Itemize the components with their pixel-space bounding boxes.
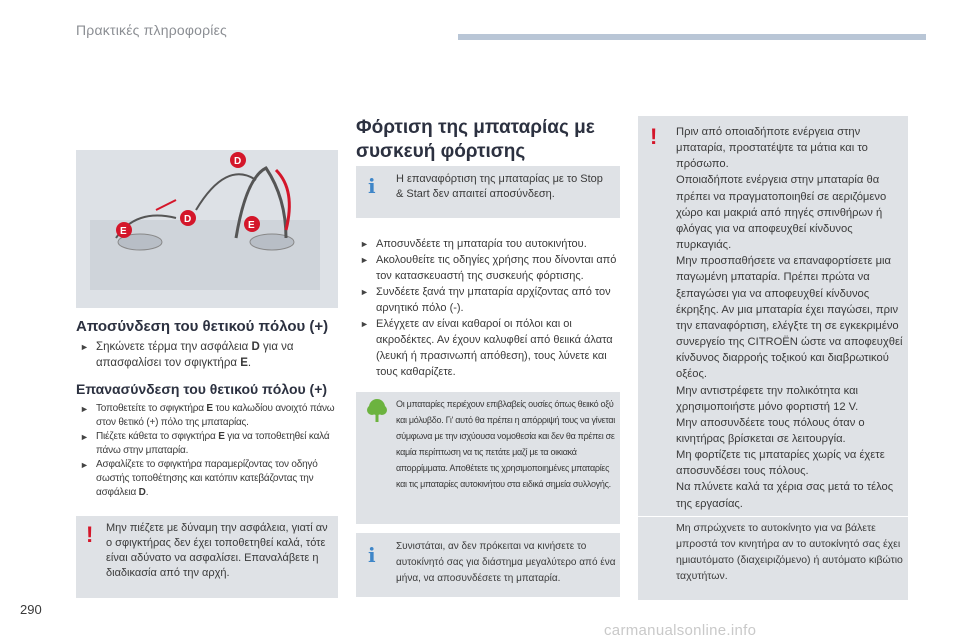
label-e-left: E	[120, 226, 127, 237]
warning-paragraph-gearbox: Μη σπρώχνετε το αυτοκίνητο για να βάλετε μπροστά τον κινητήρα αν το αυτοκίνητό σας έχει ημιαυτόματο (διαχειριζόμενο) ή αυτόματο κιβώτιο ταχυτήτων.	[676, 521, 903, 583]
battery-diagram-svg	[76, 150, 338, 308]
arrow-bullet-icon: ►	[80, 432, 89, 442]
charging-step-3	[360, 284, 628, 316]
charging-step-4	[360, 316, 628, 380]
step-text-end: .	[145, 487, 149, 498]
arrow-bullet-icon: ►	[80, 404, 89, 414]
warning-icon: !	[650, 124, 658, 149]
key-e: E	[240, 357, 248, 369]
key-e: E	[206, 403, 213, 414]
info-box-long-term	[356, 533, 620, 597]
arrow-left	[156, 200, 176, 210]
warning-box-left	[76, 516, 338, 598]
reconnect-steps	[80, 402, 340, 500]
info-bottom-text: Συνιστάται, αν δεν πρόκειται να κινήσετε το αυτοκίνητό σας για διάστημα μεγαλύτερο από ένα μήνα, να αποσυνδέσετε τη μπαταρία.	[396, 541, 616, 584]
warning-paragraph: Μην αποσυνδέετε τους πόλους όταν ο κινητήρας βρίσκεται σε λειτουργία.	[676, 416, 865, 445]
watermark: carmanualsonline.info	[604, 622, 757, 639]
label-e-right: E	[248, 220, 255, 231]
warning-box-right	[638, 116, 908, 600]
label-d-mid: D	[184, 214, 192, 225]
step-text: Ακολουθείτε τις οδηγίες χρήσης που δίνονται από τον κατασκευαστή της συσκευής φόρτισης.	[376, 254, 617, 282]
key-d: D	[138, 487, 146, 498]
charging-heading: Φόρτιση της μπαταρίας με συσκευή φόρτισης	[356, 117, 595, 162]
warning-paragraph: Οποιαδήποτε ενέργεια στην μπαταρία θα πρέπει να πραγματοποιηθεί σε αεριζόμενο χώρο και μακριά από πηγές σπινθήρων ή φλόγας για να αποφευχθεί κίνδυνος πυρκαγιάς.	[676, 174, 887, 252]
arrow-bullet-icon: ►	[360, 287, 369, 297]
charging-step-2	[360, 252, 628, 284]
warning-paragraph: Να πλύνετε καλά τα χέρια σας μετά το τέλος της εργασίας.	[676, 481, 894, 510]
disconnect-step-1	[80, 339, 338, 371]
step-text-end: .	[247, 357, 252, 369]
reconnect-heading: Επανασύνδεση του θετικού πόλου (+)	[76, 381, 328, 397]
arrow-bullet-icon: ►	[360, 239, 369, 249]
warning-left-text: Μην πιέζετε με δύναμη την ασφάλεια, γιατί αν ο σφιγκτήρας δεν έχει τοποθετηθεί καλά, τότε είναι αδύνατο να ασφαλίσει. Επαναλάβετε η διαδικασία από την αρχή.	[106, 522, 328, 579]
disconnect-heading: Αποσύνδεση του θετικού πόλου (+)	[76, 318, 329, 335]
tree-icon	[366, 398, 388, 424]
reconnect-step-1	[80, 402, 340, 430]
warning-paragraph: Μη φορτίζετε τις μπαταρίες χωρίς να έχετε αποσυνδέσει τους πόλους.	[676, 449, 885, 478]
page-number: 290	[20, 602, 42, 617]
step-text: Ασφαλίζετε το σφιγκτήρα παραμερίζοντας τον οδηγό σωστής τοποθέτησης και κατόπιν κατεβάζοντας την ασφάλεια	[96, 459, 318, 498]
eco-box	[356, 392, 620, 524]
step-text: Αποσυνδέετε τη μπαταρία του αυτοκινήτου.	[376, 238, 587, 250]
warning-paragraph: Πριν από οποιαδήποτε ενέργεια στην μπαταρία, προστατέψτε τα μάτια και το πρόσωπο.	[676, 126, 868, 171]
charging-steps	[360, 236, 628, 380]
step-text: για να απασφαλίσει τον σφιγκτήρα	[96, 341, 294, 369]
arrow-bullet-icon: ►	[360, 319, 369, 329]
arrow-bullet-icon: ►	[80, 342, 89, 352]
info-icon: i	[368, 174, 376, 198]
disconnect-steps	[80, 339, 338, 371]
header-rule	[458, 34, 926, 40]
warning-paragraph: Μην αντιστρέφετε την πολικότητα και χρησιμοποιήστε μόνο φορτιστή 12 V.	[676, 384, 859, 413]
warning-right-text	[676, 124, 904, 584]
step-text: του καλωδίου ανοιχτό πάνω στον θετικό (+) πόλο της μπαταρίας.	[96, 403, 335, 428]
info-box-stop-start	[356, 166, 620, 218]
warning-paragraph: Μην προσπαθήσετε να επαναφορτίσετε μια παγωμένη μπαταρία. Πρέπει πρώτα να ξεπαγώσει για να αποφευχθεί κίνδυνος έκρηξης. Αν μια μπαταρία έχει παγώσει, πριν την επαναφόρτιση, ελέγξτε τη σε εγκεκριμένο συνεργείο της CITROËN ώστε να αποφευχθεί κίνδυνος διαρροής τοξικού και διαβρωτικού οξέος.	[676, 255, 903, 381]
arrow-bullet-icon: ►	[360, 255, 369, 265]
key-e: E	[218, 431, 225, 442]
reconnect-step-2	[80, 430, 340, 458]
step-text: Σηκώνετε τέρμα την ασφάλεια	[96, 341, 252, 353]
step-text: Συνδέετε ξανά την μπαταρία αρχίζοντας από τον αρνητικό πόλο (-).	[376, 286, 611, 314]
label-d-top: D	[234, 156, 242, 167]
step-text: για να τοποθετηθεί καλά πάνω στην μπαταρία.	[96, 431, 330, 456]
key-d: D	[251, 341, 260, 353]
box-divider	[638, 516, 908, 517]
step-text: Τοποθετείτε το σφιγκτήρα	[96, 403, 207, 414]
info-icon: i	[368, 543, 376, 567]
page-header-title: Πρακτικές πληροφορίες	[76, 22, 228, 38]
reconnect-step-3	[80, 458, 340, 500]
arrow-bullet-icon: ►	[80, 460, 89, 470]
charging-step-1	[360, 236, 628, 252]
eco-text: Οι μπαταρίες περιέχουν επιβλαβείς ουσίες όπως θειικό οξύ και μόλυβδο. Γι' αυτό θα πρέπει η απόρριψή τους να γίνεται σύμφωνα με την ισχύουσα νομοθεσία και δεν θα πρέπει σε καμία περίπτωση να τις πετάτε μαζί με τα οικιακά απορρίμματα. Αποθέτετε τις χρησιμοποιημένες μπαταρίες και τις μπαταρίες αυτοκινήτου στα ειδικά σημεία συλλογής.	[396, 399, 615, 489]
info-top-text: Η επαναφόρτιση της μπαταρίας με το Stop & Start δεν απαιτεί αποσύνδεση.	[396, 173, 603, 200]
warning-icon: !	[86, 522, 94, 547]
step-text: Ελέγχετε αν είναι καθαροί οι πόλοι και οι ακροδέκτες. Αν έχουν καλυφθεί από θειικά άλατα (λευκή ή πρασινωπή απόθεση), τους λύνετε και τους καθαρίζετε.	[376, 318, 613, 378]
step-text: Πιέζετε κάθετα το σφιγκτήρα	[96, 431, 219, 442]
battery-terminal-illustration	[76, 150, 338, 308]
